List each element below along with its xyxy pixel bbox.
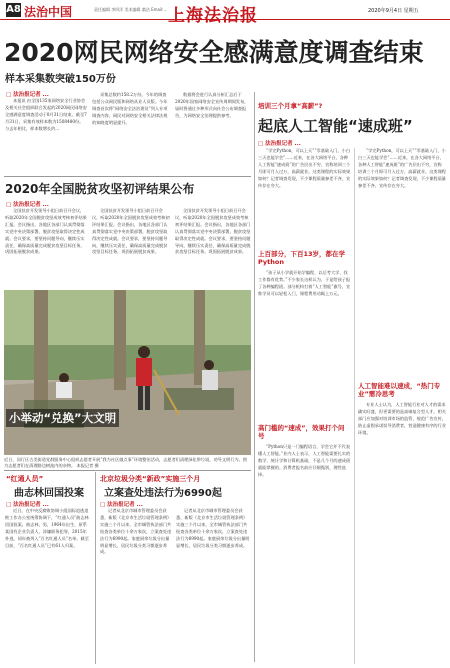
lead-body-mid: 采集总数约158.2万份。今年的调查包括公众网民版和网络从业人员版。今年调查首次将“网络安全法治建设”列入专项调查内容，网民对网络安全相关法律法规的知晓度明显提升。 [92,92,168,125]
poverty-body-3: 全国扶贫开发领导小组日前召开会议，听取2020年全国脱贫攻坚成效考核初评结果汇报。会议指出，各地区各部门认真贯彻落实党中央决策部署，脱贫攻坚取得决定性成就。会议要求，要坚持问题导向，继续压实责任，确保高质量完成脱贫攻坚目标任务，巩固拓展脱贫成果。 [175,208,251,255]
right-body-1: “学完Python，可以上天”“零基础入门，小白三天也能学会”……近来，在各大网络平台，各种人工智能“速成班”的广告层出不穷，宣称培训三个月即可月入过万，高薪就业。这类课程的实际效果如何？记者调查发现，不少课程质量参差不齐，宣传存在夸大。 [258,148,351,188]
lead-body-right: 数据将会进行认真分析汇总后于2020年国家网络安全宣传周期间发布，届时将通过多种形式向社会公布调查报告，为网络安全治理提供参考。 [175,92,249,118]
lead-byline: □ 法治报记者 ... [6,92,49,98]
bottom-left-byline: □ 法治报记者 ... [6,502,49,508]
column-divider [254,92,255,662]
bottom-left-body: 近日，在中央反腐败协调小组国际追逃追赃工作办公室统筹协调下，“红通人员”曲志林回国投案。曲志林，男，1964年出生，原系某国有企业负责人，涉嫌职务犯罪，2015年外逃，同年被列入“百名红通人员”名单。截至目前，“百名红通人员”已有61人归案。 [5,508,89,548]
right-byline: □ 法治报记者 ... [258,141,301,147]
photo-illustration [4,290,251,455]
divider [4,176,251,177]
news-photo [4,290,251,455]
lead-body-left: 本报讯 由全国135家网络安全行业协会及相关社会组织联合发起的2020网民网络安全感满意度调查活动于8月31日结束。截至7月31日，采集有效样本数为1508480份。与去年相比，样本数增长约... [5,98,87,131]
right-body-2: “孩子从小学就开始学编程，以后考大学、找工作都有优势。”不少家长这样认为，于是给孩子报了各种编程班。部分机构打着“人工智能”旗号，宣称学员可以轻松入门，课程费用动辄上万元。 [258,270,351,296]
right-body-3: “Python只是一门编程语言，学会它并不代表懂人工智能。”业内人士表示，人工智能需要扎实的数学、统计学和计算机基础，不是几个月的速成班就能掌握的。消费者报名前应仔细甄别，理性选择。 [258,444,351,477]
bottom-mid-byline: □ 法治报记者 ... [100,502,143,508]
lead-headline: 2020网民网络安全感满意度调查结束 [4,38,424,67]
section-title: 法治中国 [24,5,73,19]
photo-overlay-title: 小举动“兑换”大文明 [6,409,119,427]
right-kicker: 培训三个月拿“高薪”? [258,102,323,110]
column-divider [95,472,96,664]
right-body-5: 专业人士认为，人工智能行业对人才的需求确实旺盛，但更需要的是高端复合型人才。相关部门应加强对培训市场的监管，规范广告宣传，防止虚假承诺误导消费者，营造健康有序的行业环境。 [358,402,446,435]
lead-subhead: 样本采集数突破150万份 [5,74,116,85]
right-subhead-3: 人工智能难以速成，“热门专业”需冷思考 [358,382,441,398]
poverty-headline: 2020年全国脱贫攻坚初评结果公布 [5,182,195,196]
divider [4,470,251,471]
bottom-mid-body-2: 记者从北京市城市管理委员会获悉，新版《北京市生活垃圾管理条例》实施三个月以来，全市城管执法部门共检查各类单位十余万家次，立案查处违法行为6990起。家庭厨余垃圾分出量明显增长，居民垃圾分类习惯逐步养成。 [176,508,250,548]
right-subhead-1: 上百部分，下百13岁，都在学Python [258,250,346,266]
bottom-left-headline: 曲志林回国投案 [14,488,84,499]
bottom-mid-body-1: 记者从北京市城市管理委员会获悉，新版《北京市生活垃圾管理条例》实施三个月以来，全市城管执法部门共检查各类单位十余万家次，立案查处违法行为6990起。家庭厨余垃圾分出量明显增长，居民垃圾分类习惯逐步养成。 [100,508,172,555]
masthead-logo: 上海法治报 [168,6,258,26]
bottom-mid-kicker: 北京垃圾分类“新政”实施三个月 [100,475,201,483]
right-headline: 起底人工智能“速成班” [258,117,413,135]
editors-line: 责任编辑 李四洋 美术编辑 翁洁 Email:... [94,7,168,12]
issue-date: 2020年9月4日 星期五 [368,8,419,14]
page-number: A8 [6,4,21,15]
poverty-body-1: 全国扶贫开发领导小组日前召开会议，听取2020年全国脱贫攻坚成效考核初评结果汇报。会议指出，各地区各部门认真贯彻落实党中央决策部署，脱贫攻坚取得决定性成就。会议要求，要坚持问题导向，继续压实责任，确保高质量完成脱贫攻坚目标任务，巩固拓展脱贫成果。 [5,208,87,255]
poverty-byline: □ 法治报记者 ... [6,202,49,208]
right-subhead-2: 高门槛的“速成”，效果打个问号 [258,424,345,440]
photo-caption: 近日，闵行区古美街道党群服务中心组织志愿者开展“我为社区做点事”环境整治活动，志愿者们清理绿化带垃圾，劝导文明行为。图为志愿者们在清理路边树池内的杂物。 本报记者 摄 [4,457,247,468]
column-divider [354,148,355,664]
poverty-body-2: 全国扶贫开发领导小组日前召开会议，听取2020年全国脱贫攻坚成效考核初评结果汇报。会议指出，各地区各部门认真贯彻落实党中央决策部署，脱贫攻坚取得决定性成就。会议要求，要坚持问题导向，继续压实责任，确保高质量完成脱贫攻坚目标任务，巩固拓展脱贫成果。 [92,208,170,255]
bottom-left-kicker: “红通人员” [6,475,44,483]
bottom-mid-headline: 立案查处违法行为6990起 [104,488,222,499]
right-body-4: “学完Python，可以上天”“零基础入门，小白三天也能学会”……近来，在各大网络平台，各种人工智能“速成班”的广告层出不穷，宣称培训三个月即可月入过万，高薪就业。这类课程的实际效果如何？记者调查发现，不少课程质量参差不齐，宣传存在夸大。 [358,148,446,188]
